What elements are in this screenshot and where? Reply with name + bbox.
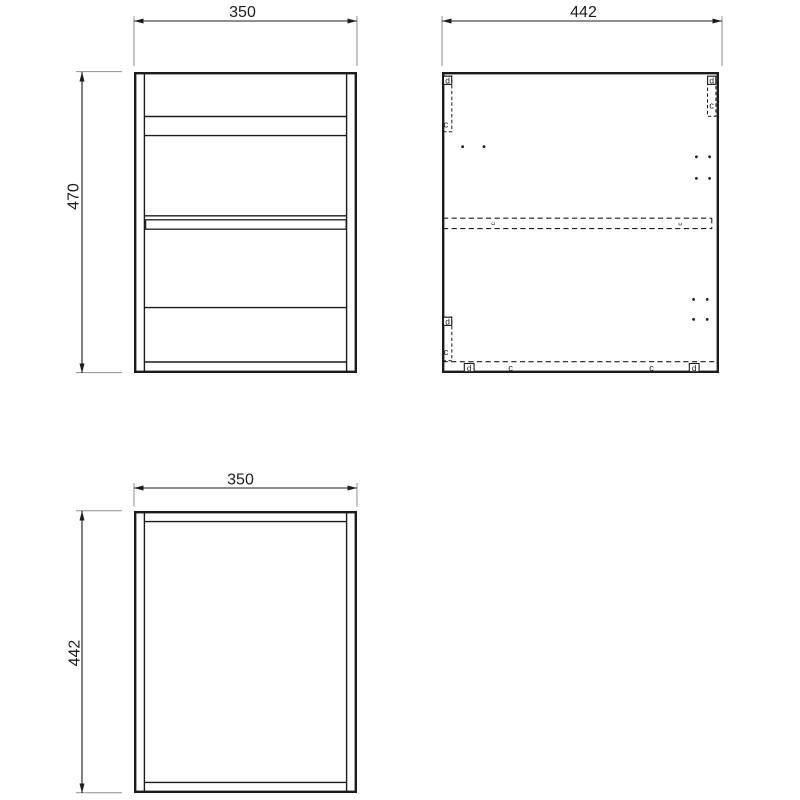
top-depth-dimension [67, 511, 122, 793]
arrow-right-icon [348, 19, 358, 24]
dowel-label: c [443, 347, 449, 357]
drill-hole-dot [695, 177, 698, 180]
arrow-right-icon [713, 19, 723, 24]
drill-hole-dot [461, 145, 464, 148]
cam-label: d [445, 316, 450, 327]
drill-hole-dot [708, 177, 711, 180]
arrow-down-icon [80, 364, 85, 374]
arrow-up-icon [80, 511, 85, 521]
cam-label: d [445, 75, 450, 86]
cam-label: d [466, 362, 472, 373]
front-width-label: 350 [229, 4, 256, 22]
drill-hole-dot [692, 298, 695, 301]
top-width-dimension [134, 471, 357, 506]
dowel-label: c [508, 363, 513, 374]
drill-hole-dot [706, 298, 709, 301]
top-depth-label: 442 [66, 639, 84, 667]
extension-lines [76, 72, 122, 373]
side-view [442, 4, 722, 373]
dowel-label: c [709, 100, 714, 111]
front-view [66, 4, 357, 373]
arrow-left-icon [442, 19, 452, 24]
dowel-label: c [649, 363, 654, 374]
drill-hole-dot [483, 145, 486, 148]
side-width-dimension [442, 4, 722, 66]
drill-hole-dot [708, 155, 711, 158]
front-height-dimension [66, 72, 122, 373]
cam-label: d [709, 75, 715, 86]
dowel-label: c [443, 119, 449, 130]
side-width-label: 442 [570, 4, 597, 22]
cam-label: d [691, 362, 697, 373]
arrow-left-icon [134, 19, 144, 24]
top-carcass-outline [135, 512, 356, 792]
front-width-dimension [134, 4, 357, 66]
drill-hole-dot [695, 155, 698, 158]
top-width-label: 350 [227, 471, 254, 489]
front-shelf-edge [146, 220, 347, 229]
arrow-right-icon [348, 486, 358, 491]
arrow-up-icon [80, 72, 85, 82]
drill-hole-dot [706, 318, 709, 321]
extension-lines [442, 16, 722, 66]
arrow-left-icon [134, 486, 144, 491]
shelf-fitting-mark: c [677, 222, 684, 226]
arrow-down-icon [80, 784, 85, 794]
drill-hole-dot [692, 318, 695, 321]
front-height-label: 470 [65, 183, 83, 210]
shelf-fitting-mark: c [490, 222, 498, 226]
top-view [67, 471, 357, 793]
extension-lines [134, 16, 357, 66]
